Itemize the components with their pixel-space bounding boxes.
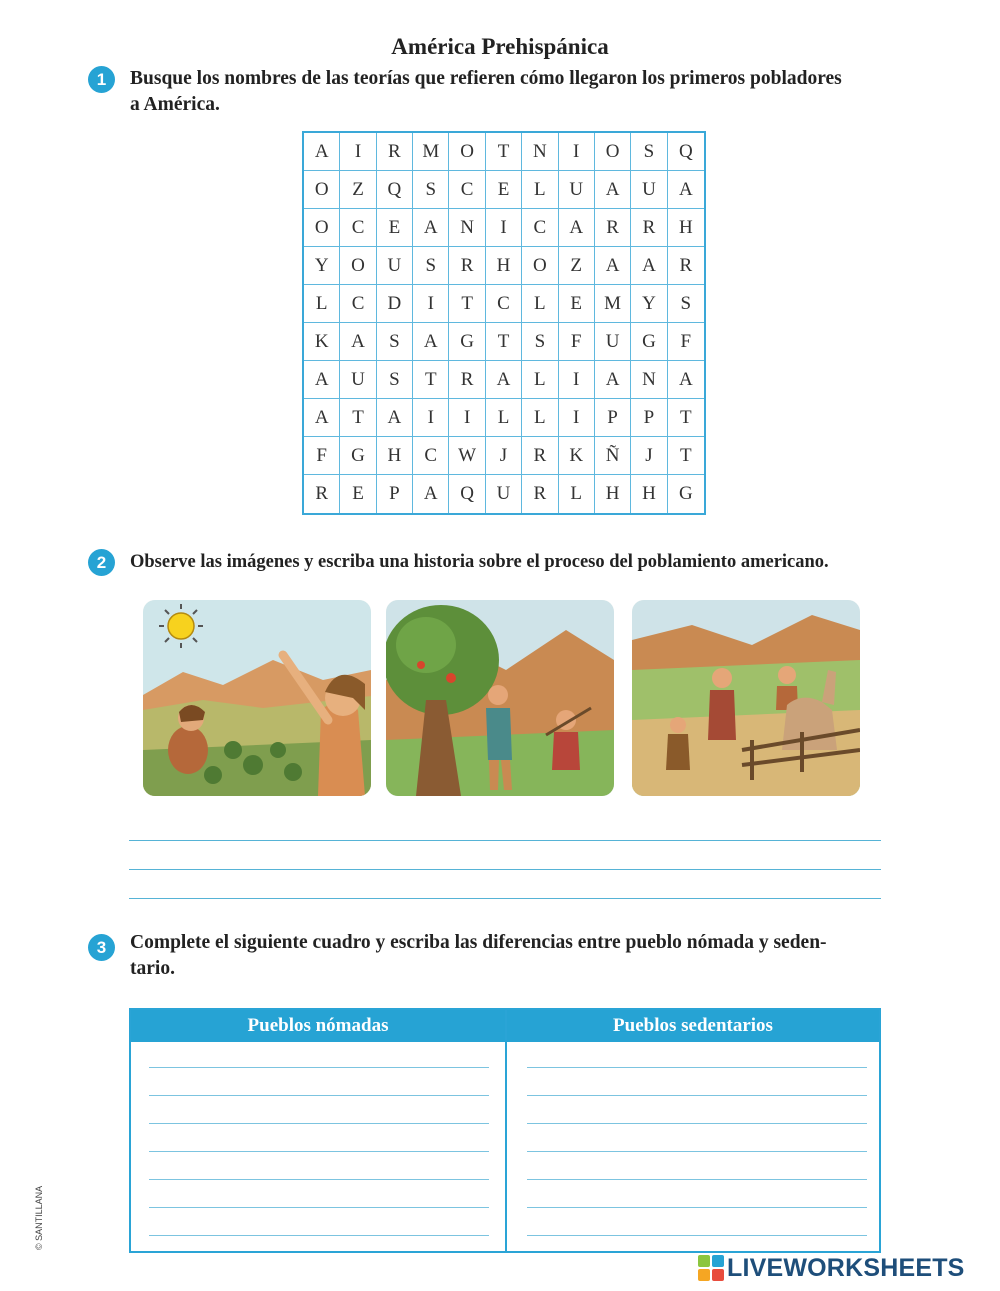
grid-cell[interactable]: A: [486, 361, 522, 399]
grid-cell[interactable]: I: [413, 399, 449, 437]
grid-cell[interactable]: F: [668, 323, 704, 361]
grid-cell[interactable]: A: [377, 399, 413, 437]
grid-cell[interactable]: S: [377, 361, 413, 399]
grid-cell[interactable]: L: [486, 399, 522, 437]
question-2-text: Observe las imágenes y escriba una historia sobre el proceso del poblamiento americano.: [130, 552, 829, 572]
sedentary-writing-line[interactable]: [527, 1235, 867, 1236]
grid-cell[interactable]: A: [595, 247, 631, 285]
liveworksheets-logo-text: LIVEWORKSHEETS: [727, 1253, 965, 1282]
question-1-badge: 1: [88, 66, 115, 93]
grid-cell[interactable]: T: [449, 285, 485, 323]
grid-cell[interactable]: G: [449, 323, 485, 361]
grid-cell[interactable]: C: [522, 209, 558, 247]
grid-cell[interactable]: A: [304, 361, 340, 399]
illustration-fruit-picking: [386, 600, 614, 796]
grid-cell[interactable]: N: [449, 209, 485, 247]
sedentary-writing-line[interactable]: [527, 1151, 867, 1152]
grid-cell[interactable]: S: [668, 285, 704, 323]
grid-cell[interactable]: D: [377, 285, 413, 323]
grid-cell[interactable]: W: [449, 437, 485, 475]
grid-cell[interactable]: G: [340, 437, 376, 475]
grid-cell[interactable]: S: [377, 323, 413, 361]
grid-cell[interactable]: O: [304, 209, 340, 247]
grid-cell[interactable]: O: [340, 247, 376, 285]
grid-cell[interactable]: A: [340, 323, 376, 361]
grid-cell[interactable]: R: [631, 209, 667, 247]
grid-cell[interactable]: J: [631, 437, 667, 475]
grid-cell[interactable]: L: [522, 171, 558, 209]
header-sedentary: Pueblos sedentarios: [613, 1015, 773, 1036]
grid-cell[interactable]: J: [486, 437, 522, 475]
grid-cell[interactable]: C: [413, 437, 449, 475]
grid-cell[interactable]: T: [486, 133, 522, 171]
grid-cell[interactable]: A: [413, 209, 449, 247]
header-nomadic: Pueblos nómadas: [247, 1015, 389, 1036]
nomadic-writing-line[interactable]: [149, 1179, 489, 1180]
writing-line-3[interactable]: [129, 898, 881, 899]
grid-cell[interactable]: S: [522, 323, 558, 361]
grid-cell[interactable]: A: [304, 133, 340, 171]
grid-cell[interactable]: A: [595, 171, 631, 209]
sedentary-writing-line[interactable]: [527, 1123, 867, 1124]
grid-cell[interactable]: I: [449, 399, 485, 437]
question-3-text: [130, 930, 827, 982]
grid-cell[interactable]: K: [559, 437, 595, 475]
liveworksheets-logo-icon: [698, 1255, 724, 1281]
illustration-gathering-drawing: [143, 600, 371, 796]
grid-cell[interactable]: S: [413, 247, 449, 285]
grid-cell[interactable]: M: [413, 133, 449, 171]
word-search-grid[interactable]: [302, 131, 706, 515]
grid-cell[interactable]: A: [595, 361, 631, 399]
grid-cell[interactable]: A: [559, 209, 595, 247]
grid-cell[interactable]: H: [631, 475, 667, 513]
grid-cell[interactable]: I: [340, 133, 376, 171]
grid-cell[interactable]: U: [377, 247, 413, 285]
grid-cell[interactable]: E: [486, 171, 522, 209]
grid-cell[interactable]: R: [522, 475, 558, 513]
writing-line-2[interactable]: [129, 869, 881, 870]
grid-cell[interactable]: Z: [559, 247, 595, 285]
grid-cell[interactable]: P: [631, 399, 667, 437]
illustration-settlement: [632, 600, 860, 796]
grid-cell[interactable]: L: [522, 361, 558, 399]
grid-cell[interactable]: R: [377, 133, 413, 171]
grid-cell[interactable]: P: [595, 399, 631, 437]
grid-cell[interactable]: U: [340, 361, 376, 399]
grid-cell[interactable]: U: [631, 171, 667, 209]
grid-cell[interactable]: A: [304, 399, 340, 437]
grid-cell[interactable]: S: [631, 133, 667, 171]
grid-cell[interactable]: T: [413, 361, 449, 399]
grid-cell[interactable]: F: [304, 437, 340, 475]
nomadic-writing-line[interactable]: [149, 1207, 489, 1208]
question-1-text: [130, 66, 842, 118]
grid-cell[interactable]: L: [559, 475, 595, 513]
grid-cell[interactable]: U: [486, 475, 522, 513]
grid-cell[interactable]: R: [449, 247, 485, 285]
grid-cell[interactable]: T: [668, 437, 704, 475]
grid-cell[interactable]: Z: [340, 171, 376, 209]
grid-cell[interactable]: Q: [449, 475, 485, 513]
comparison-table: [129, 1008, 881, 1253]
grid-cell[interactable]: H: [486, 247, 522, 285]
grid-cell[interactable]: A: [668, 171, 704, 209]
grid-cell[interactable]: P: [377, 475, 413, 513]
grid-cell[interactable]: O: [522, 247, 558, 285]
grid-cell[interactable]: C: [486, 285, 522, 323]
question-1-line-2: a América.: [130, 94, 220, 115]
grid-cell[interactable]: O: [449, 133, 485, 171]
grid-cell[interactable]: R: [449, 361, 485, 399]
question-2-badge: 2: [88, 549, 115, 576]
grid-cell[interactable]: L: [304, 285, 340, 323]
grid-cell[interactable]: H: [377, 437, 413, 475]
grid-cell[interactable]: S: [413, 171, 449, 209]
grid-cell[interactable]: Y: [304, 247, 340, 285]
grid-cell[interactable]: N: [631, 361, 667, 399]
grid-cell[interactable]: I: [486, 209, 522, 247]
writing-line-1[interactable]: [129, 840, 881, 841]
liveworksheets-logo[interactable]: [698, 1254, 965, 1282]
nomadic-writing-line[interactable]: [149, 1095, 489, 1096]
grid-cell[interactable]: O: [304, 171, 340, 209]
table-divider: [505, 1010, 507, 1251]
grid-cell[interactable]: A: [668, 361, 704, 399]
grid-cell[interactable]: Y: [631, 285, 667, 323]
question-3-line-2: tario.: [130, 958, 175, 979]
grid-cell[interactable]: Q: [668, 133, 704, 171]
grid-cell[interactable]: R: [304, 475, 340, 513]
illustration-gathering: [143, 600, 371, 796]
grid-cell[interactable]: I: [559, 399, 595, 437]
sedentary-writing-line[interactable]: [527, 1095, 867, 1096]
grid-cell[interactable]: A: [631, 247, 667, 285]
grid-cell[interactable]: R: [595, 209, 631, 247]
grid-cell[interactable]: N: [522, 133, 558, 171]
grid-cell[interactable]: T: [340, 399, 376, 437]
grid-cell[interactable]: U: [595, 323, 631, 361]
grid-cell[interactable]: A: [413, 323, 449, 361]
grid-cell[interactable]: L: [522, 399, 558, 437]
question-3-line-1: Complete el siguiente cuadro y escriba las diferencias entre pueblo nómada y seden-: [130, 932, 827, 953]
grid-cell[interactable]: I: [559, 133, 595, 171]
illustration-settlement-drawing: [632, 600, 860, 796]
grid-cell[interactable]: Q: [377, 171, 413, 209]
grid-cell[interactable]: E: [340, 475, 376, 513]
sedentary-writing-line[interactable]: [527, 1067, 867, 1068]
grid-cell[interactable]: G: [631, 323, 667, 361]
grid-cell[interactable]: C: [340, 209, 376, 247]
grid-cell[interactable]: C: [340, 285, 376, 323]
grid-cell[interactable]: I: [559, 361, 595, 399]
question-1-line-1: Busque los nombres de las teorías que refieren cómo llegaron los primeros pobladores: [130, 68, 842, 89]
grid-cell[interactable]: M: [595, 285, 631, 323]
grid-cell[interactable]: O: [595, 133, 631, 171]
grid-cell[interactable]: E: [559, 285, 595, 323]
grid-cell[interactable]: C: [449, 171, 485, 209]
grid-cell[interactable]: L: [522, 285, 558, 323]
illustration-fruit-picking-drawing: [386, 600, 614, 796]
nomadic-writing-line[interactable]: [149, 1067, 489, 1068]
grid-cell[interactable]: R: [668, 247, 704, 285]
publisher-credit: © SANTILLANA: [34, 1185, 44, 1250]
sedentary-writing-line[interactable]: [527, 1179, 867, 1180]
grid-cell[interactable]: G: [678, 483, 693, 504]
grid-cell[interactable]: Ñ: [595, 437, 631, 475]
grid-cell[interactable]: I: [413, 285, 449, 323]
grid-cell[interactable]: H: [668, 209, 704, 247]
page-title: América Prehispánica: [391, 34, 609, 59]
grid-cell[interactable]: T: [668, 399, 704, 437]
nomadic-writing-line[interactable]: [149, 1151, 489, 1152]
grid-cell[interactable]: F: [559, 323, 595, 361]
grid-cell[interactable]: T: [486, 323, 522, 361]
sedentary-writing-line[interactable]: [527, 1207, 867, 1208]
grid-cell[interactable]: U: [559, 171, 595, 209]
grid-cell[interactable]: R: [522, 437, 558, 475]
question-3-badge: 3: [88, 934, 115, 961]
nomadic-writing-line[interactable]: [149, 1235, 489, 1236]
grid-cell[interactable]: A: [413, 475, 449, 513]
grid-cell[interactable]: K: [304, 323, 340, 361]
nomadic-writing-line[interactable]: [149, 1123, 489, 1124]
grid-cell[interactable]: E: [377, 209, 413, 247]
grid-cell[interactable]: H: [595, 475, 631, 513]
